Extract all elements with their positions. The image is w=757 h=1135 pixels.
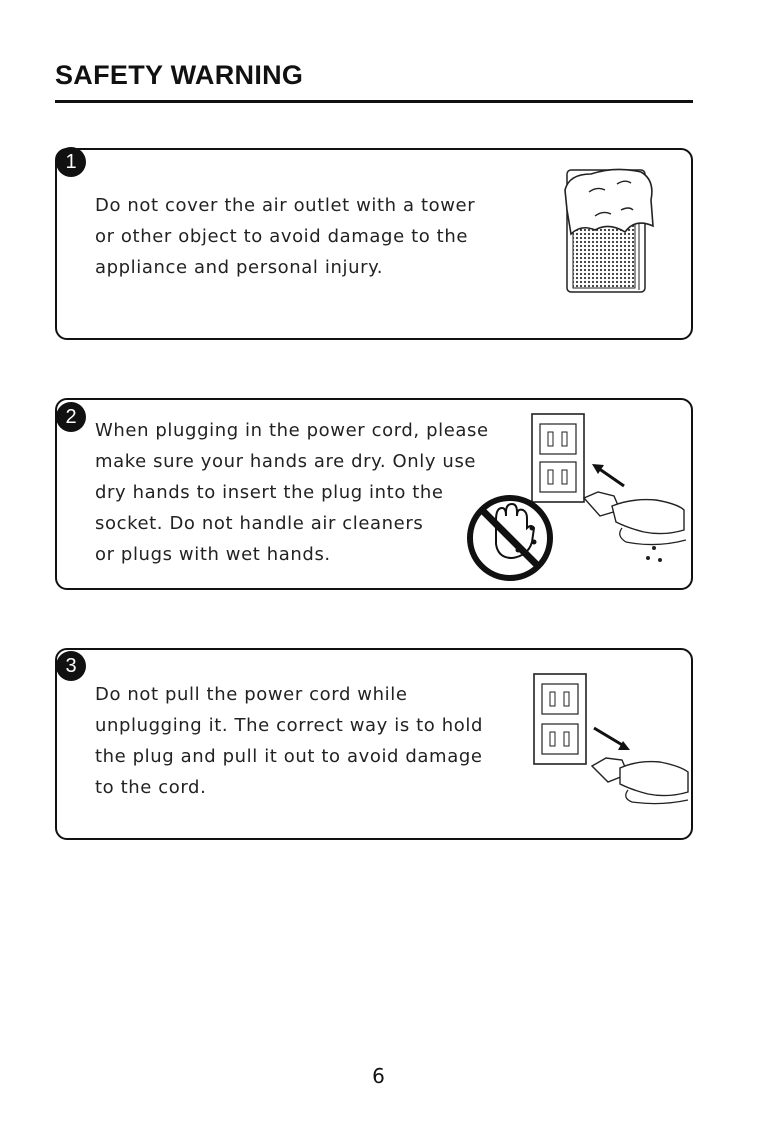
page-number: 6: [372, 1064, 385, 1088]
warning-text-2: When plugging in the power cord, please make sure your hands are dry. Only use dry hands to insert the plug into the socket. Do not handle air cleaners or plugs with wet hands.: [95, 420, 489, 565]
title-divider: [55, 100, 693, 103]
unplug-by-holding-plug-icon: [532, 670, 692, 810]
warning-number-badge-2: 2: [56, 402, 86, 432]
air-purifier-covered-with-towel-icon: [555, 160, 665, 300]
warning-number-badge-1: 1: [56, 147, 86, 177]
warning-text-3: Do not pull the power cord while unplugging it. The correct way is to hold the plug and pull it out to avoid damage to the cord.: [95, 684, 483, 798]
warning-number-badge-3: 3: [56, 651, 86, 681]
no-wet-hands-plug-icon: [462, 410, 692, 585]
page-title: SAFETY WARNING: [55, 60, 304, 90]
warning-text-1: Do not cover the air outlet with a tower or other object to avoid damage to the appliance and personal injury.: [95, 195, 476, 278]
